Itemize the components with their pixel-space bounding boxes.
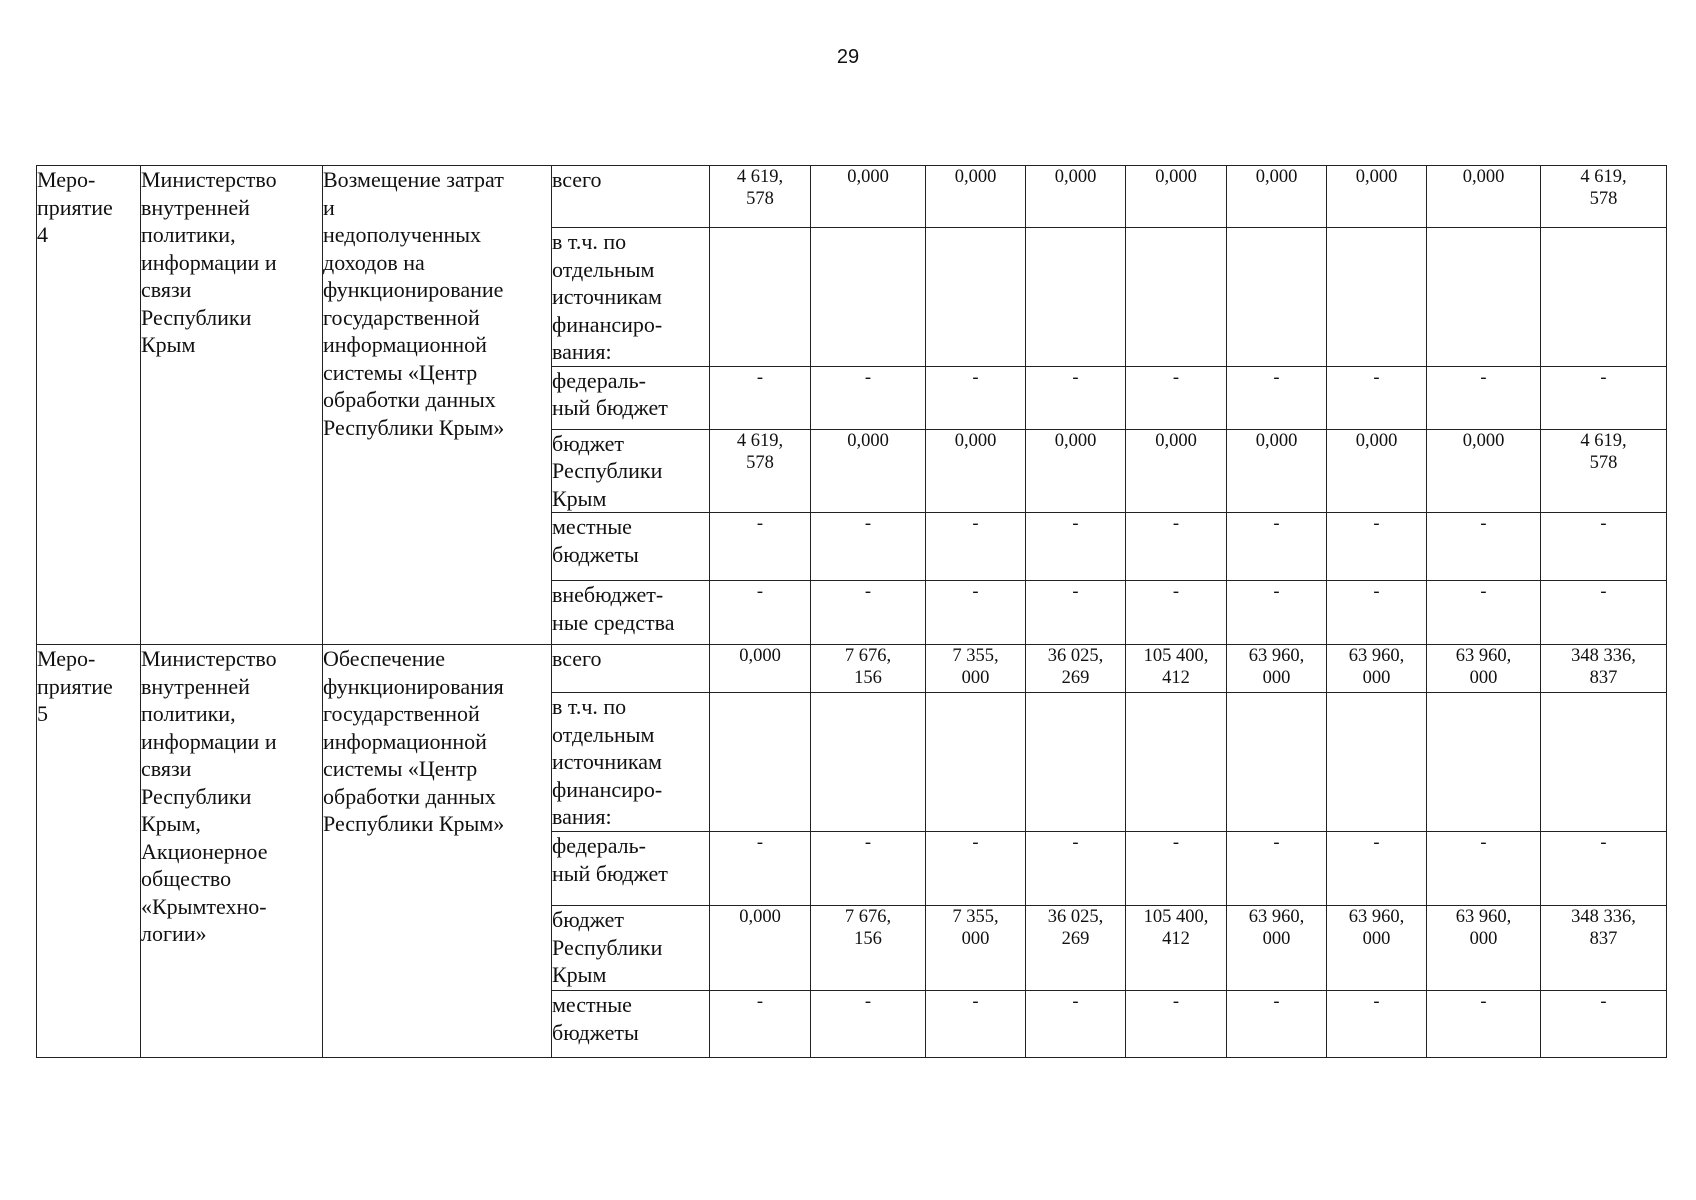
value-cell: -: [1026, 832, 1126, 906]
value-cell: -: [1427, 513, 1541, 581]
value-cell: [1126, 693, 1227, 832]
value-cell: -: [1227, 513, 1327, 581]
activity-executor-cell: Министерство внутренней политики, информации и связи Республики Крым, Акционерное общество «Крымтехно- логии»: [141, 645, 323, 1058]
value-cell: -: [811, 366, 926, 429]
value-cell: 0,000: [1126, 166, 1227, 228]
value-cell: [1026, 228, 1126, 367]
value-cell: 348 336, 837: [1541, 645, 1667, 693]
value-cell: -: [1541, 513, 1667, 581]
value-cell: 63 960, 000: [1227, 645, 1327, 693]
value-cell: 7 355, 000: [926, 906, 1026, 991]
value-cell: [1227, 693, 1327, 832]
value-cell: -: [1126, 991, 1227, 1058]
value-cell: [710, 693, 811, 832]
table-row: [37, 166, 1667, 228]
value-cell: -: [1126, 366, 1227, 429]
value-cell: -: [1126, 513, 1227, 581]
value-cell: 63 960, 000: [1227, 906, 1327, 991]
value-cell: 0,000: [1026, 429, 1126, 513]
value-cell: -: [1227, 991, 1327, 1058]
value-cell: 105 400, 412: [1126, 645, 1227, 693]
value-cell: 0,000: [1227, 166, 1327, 228]
value-cell: 63 960, 000: [1327, 906, 1427, 991]
activity-executor-cell: Министерство внутренней политики, информации и связи Республики Крым: [141, 166, 323, 645]
value-cell: -: [1026, 581, 1126, 645]
value-cell: 36 025, 269: [1026, 906, 1126, 991]
value-cell: -: [926, 832, 1026, 906]
value-cell: 63 960, 000: [1427, 906, 1541, 991]
funding-source-cell: бюджет Республики Крым: [552, 906, 710, 991]
value-cell: 4 619, 578: [1541, 429, 1667, 513]
value-cell: [1126, 228, 1227, 367]
value-cell: 4 619, 578: [710, 166, 811, 228]
value-cell: [1427, 693, 1541, 832]
value-cell: [811, 228, 926, 367]
value-cell: -: [811, 581, 926, 645]
value-cell: -: [1227, 832, 1327, 906]
value-cell: [926, 693, 1026, 832]
value-cell: -: [1026, 991, 1126, 1058]
value-cell: -: [1026, 513, 1126, 581]
value-cell: 0,000: [811, 429, 926, 513]
activity-description-cell: Обеспечение функционирования государственной информационной системы «Центр обработки данных Республики Крым»: [323, 645, 552, 1058]
funding-source-cell: в т.ч. по отдельным источникам финансиро- вания:: [552, 228, 710, 367]
funding-source-cell: федераль- ный бюджет: [552, 366, 710, 429]
funding-source-cell: внебюджет- ные средства: [552, 581, 710, 645]
value-cell: -: [1541, 991, 1667, 1058]
funding-source-cell: местные бюджеты: [552, 513, 710, 581]
value-cell: [1227, 228, 1327, 367]
value-cell: -: [1227, 581, 1327, 645]
value-cell: -: [1541, 832, 1667, 906]
value-cell: -: [1026, 366, 1126, 429]
value-cell: -: [1427, 991, 1541, 1058]
activity-name-cell: Меро- приятие 4: [37, 166, 141, 645]
value-cell: 63 960, 000: [1427, 645, 1541, 693]
value-cell: -: [926, 581, 1026, 645]
value-cell: 0,000: [1327, 166, 1427, 228]
value-cell: -: [1126, 581, 1227, 645]
activity-name-cell: Меро- приятие 5: [37, 645, 141, 1058]
value-cell: 0,000: [1427, 429, 1541, 513]
funding-source-cell: местные бюджеты: [552, 991, 710, 1058]
value-cell: -: [1327, 513, 1427, 581]
value-cell: 0,000: [1327, 429, 1427, 513]
value-cell: -: [710, 991, 811, 1058]
table-row: [37, 645, 1667, 693]
value-cell: -: [1126, 832, 1227, 906]
value-cell: -: [811, 513, 926, 581]
value-cell: 7 355, 000: [926, 645, 1026, 693]
value-cell: 63 960, 000: [1327, 645, 1427, 693]
value-cell: 105 400, 412: [1126, 906, 1227, 991]
value-cell: -: [1327, 366, 1427, 429]
funding-source-cell: всего: [552, 166, 710, 228]
value-cell: 36 025, 269: [1026, 645, 1126, 693]
value-cell: 0,000: [926, 429, 1026, 513]
budget-table: [36, 165, 1667, 1058]
value-cell: [811, 693, 926, 832]
value-cell: [1026, 693, 1126, 832]
funding-source-cell: бюджет Республики Крым: [552, 429, 710, 513]
page-number: 29: [836, 46, 860, 68]
value-cell: 4 619, 578: [710, 429, 811, 513]
value-cell: -: [710, 366, 811, 429]
value-cell: 7 676, 156: [811, 645, 926, 693]
value-cell: 0,000: [1427, 166, 1541, 228]
value-cell: -: [1227, 366, 1327, 429]
value-cell: 0,000: [710, 906, 811, 991]
value-cell: 0,000: [1227, 429, 1327, 513]
value-cell: [710, 228, 811, 367]
value-cell: 0,000: [811, 166, 926, 228]
value-cell: 7 676, 156: [811, 906, 926, 991]
value-cell: [1327, 228, 1427, 367]
activity-description-cell: Возмещение затрат и недополученных доходов на функционирование государственной информационной системы «Центр обработки данных Республики Крым»: [323, 166, 552, 645]
value-cell: -: [1541, 581, 1667, 645]
value-cell: 0,000: [710, 645, 811, 693]
value-cell: [1327, 693, 1427, 832]
value-cell: 0,000: [1126, 429, 1227, 513]
value-cell: -: [811, 832, 926, 906]
funding-source-cell: всего: [552, 645, 710, 693]
value-cell: 0,000: [1026, 166, 1126, 228]
value-cell: -: [1427, 832, 1541, 906]
value-cell: -: [1541, 366, 1667, 429]
value-cell: -: [811, 991, 926, 1058]
value-cell: -: [926, 991, 1026, 1058]
value-cell: -: [1427, 581, 1541, 645]
value-cell: -: [1327, 832, 1427, 906]
funding-source-cell: в т.ч. по отдельным источникам финансиро- вания:: [552, 693, 710, 832]
value-cell: 4 619, 578: [1541, 166, 1667, 228]
table-body: [37, 166, 1667, 1058]
value-cell: -: [1427, 366, 1541, 429]
value-cell: -: [926, 513, 1026, 581]
value-cell: [1541, 693, 1667, 832]
funding-source-cell: федераль- ный бюджет: [552, 832, 710, 906]
value-cell: [926, 228, 1026, 367]
value-cell: 0,000: [926, 166, 1026, 228]
value-cell: -: [710, 581, 811, 645]
value-cell: -: [710, 832, 811, 906]
value-cell: -: [1327, 581, 1427, 645]
value-cell: -: [1327, 991, 1427, 1058]
value-cell: [1541, 228, 1667, 367]
value-cell: [1427, 228, 1541, 367]
value-cell: -: [926, 366, 1026, 429]
value-cell: -: [710, 513, 811, 581]
value-cell: 348 336, 837: [1541, 906, 1667, 991]
